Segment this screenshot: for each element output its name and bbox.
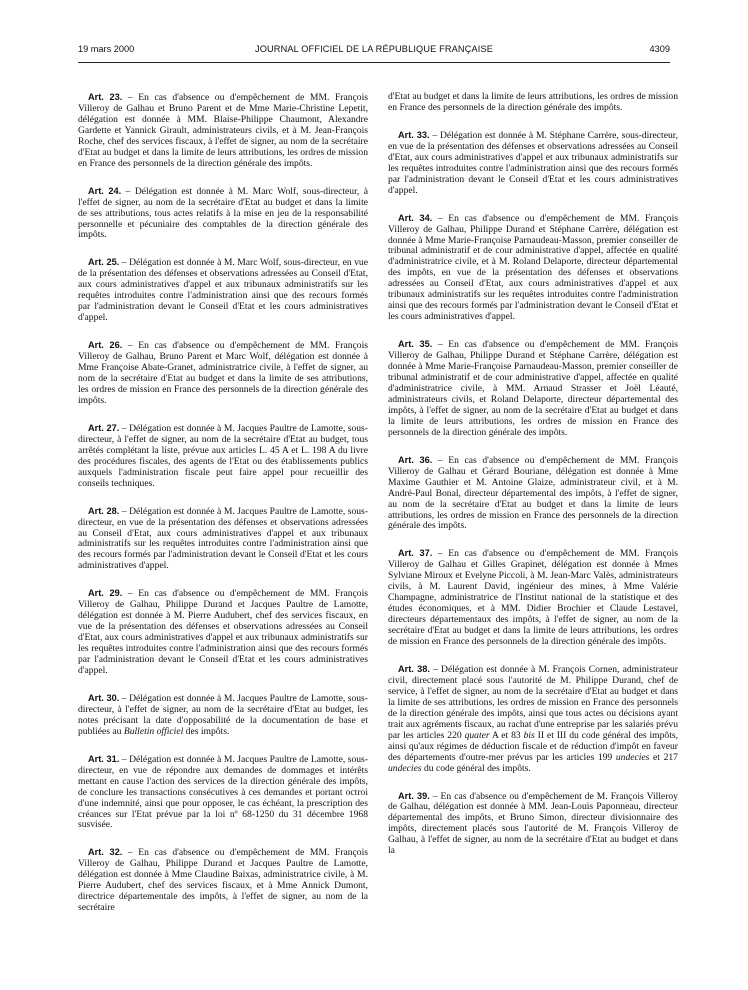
article-number: Art. 36. [398, 454, 433, 465]
article-paragraph [388, 664, 678, 775]
article-text: – Délégation est donnée à M. François Cornen, administrateur civil, directement placé sous l'autorité de M. Philippe Durand, chef de service, à l'effet de signer, au nom de la secrétaire d'Etat au budget et dans la limite de ses attributions, les ordres de mission en France des personnels de la direction générale des impôts, ainsi que tous actes ou décisions ayant trait aux agréments fiscaux, au rachat d'une entreprise par les salariés prévu par les articles 220 [388, 663, 678, 741]
article-italic-text: quater [464, 729, 490, 741]
article-text: A et 83 [489, 729, 524, 741]
article-text: – Délégation est donnée à M. Jacques Paultre de Lamotte, sous-directeur, à l'effet de signer, au nom de la secrétaire d'Etat au budget, les notes précisant la date d'opposabilité de la documentation de base et publiées au [78, 692, 368, 737]
left-column [78, 92, 368, 930]
article-text: – En cas d'absence ou d'empêchement de MM. François Villeroy de Galhau, Philippe Durand et Jacques Paultre de Lamotte, délégation est donnée à M. Pierre Audubert, chef des services fiscaux, en vue de la présentation des défenses et observations adressées au Conseil d'Etat, aux cours administratives d'appel et aux tribunaux administratifs sur les requêtes introduites contre l'administration ainsi que des recours formés par l'administration devant le Conseil d'Etat et les cours administratives d'appel. [78, 588, 368, 676]
article-number: Art. 25. [88, 257, 120, 268]
article-paragraph [388, 213, 678, 324]
article-text: des impôts. [183, 725, 230, 737]
article-text: – Délégation est donnée à M. Jacques Paultre de Lamotte, sous-directeur, en vue de répondre aux demandes de dommages et intérêts mettant en cause l'action des services de la direction générale des impôts, de conclure les transactions consécutives à ces demandes et portant octroi d'une indemnité, ainsi que pour opposer, le cas échéant, la prescription des créances sur l'Etat prévue par la loi nº 68-1250 du 31 décembre 1968 susvisée. [78, 753, 368, 831]
article-number: Art. 35. [398, 339, 433, 350]
article-italic-text: undecies [615, 751, 650, 763]
article-text: – En cas d'absence ou d'empêchement de MM. François Villeroy de Galhau, Philippe Durand et Stéphane Carrère, délégation est donnée à Mme Marie-Françoise Parnaudeau-Masson, premier conseiller de tribunal administratif et de cour administrative d'appel, affectée en qualité d'administratrice civile, et à M. Roland Delaporte, directeur départemental des impôts, en vue de la présentation des défenses et observations adressées au Conseil d'Etat, aux cours administratives d'appel et aux tribunaux administratifs sur les requêtes introduites contre l'administration ainsi que des recours formés par l'administration devant le Conseil d'Etat et les cours administratives d'appel. [388, 212, 678, 323]
article-text: – Délégation est donnée à M. Stéphane Carrère, sous-directeur, en vue de la présentation des défenses et observations adressées au Conseil d'Etat, aux cours administratives d'appel et aux tribunaux administratifs sur les requêtes introduites contre l'administration ainsi que des recours formés par l'administration devant le Conseil d'Etat et les cours administratives d'appel. [388, 129, 678, 196]
article-text: – En cas d'absence ou d'empêchement de MM. François Villeroy de Galhau et Bruno Parent et de Mme Marie-Christine Lepetit, délégation est donnée à MM. Blaise-Philippe Chaumont, Alexandre Gardette et Yannick Girault, administrateurs civils, et à M. Jean-François Roche, chef des services fiscaux, à l'effet de signer, au nom de la secrétaire d'Etat au budget et dans la limite de leurs attributions, les ordres de mission en France des personnels de la direction générale des impôts. [78, 92, 368, 169]
article-paragraph [78, 588, 368, 677]
article-number: Art. 33. [398, 129, 430, 140]
article-text: – En cas d'absence ou d'empêchement de MM. François Villeroy de Galhau, Philippe Durand et Jacques Paultre de Lamotte, délégation est donnée à Mme Claudine Baixas, administratrice civile, à M. Pierre Audubert, chef des services fiscaux, et à Mme Annick Dumont, directrice départementale des impôts, à l'effet de signer, au nom de la secrétaire [78, 847, 368, 914]
article-text: – En cas d'absence ou d'empêchement de MM. François Villeroy de Galhau, Philippe Durand et Stéphane Carrère, délégation est donnée à Mme Marie-Françoise Parnaudeau-Masson, premier conseiller de tribunal administratif et de cour administrative d'appel, affectée en qualité d'administratrice civile, à MM. Arnaud Strasser et Joël Léauté, administrateurs civils, et Roland Delaporte, directeur départemental des impôts, à l'effet de signer, au nom de la secrétaire d'Etat au budget et dans la limite de leurs attributions, les ordres de mission en France des personnels de la direction générale des impôts. [388, 339, 678, 438]
article-number: Art. 28. [88, 505, 120, 516]
article-paragraph [78, 423, 368, 490]
article-text: – En cas d'absence ou d'empêchement de M. François Villeroy de Galhau, délégation est donnée à MM. Jean-Louis Paponneau, directeur départemental des impôts, et Bruno Simon, directeur divisionnaire des impôts, directement placés sous l'autorité de M. François Villeroy de Galhau, à l'effet de signer, au nom de la secrétaire d'Etat au budget et dans la [388, 790, 678, 857]
article-number: Art. 32. [88, 847, 123, 858]
article-number: Art. 38. [398, 663, 430, 674]
article-paragraph [78, 847, 368, 914]
article-text: – Délégation est donnée à M. Jacques Paultre de Lamotte, sous-directeur, à l'effet de signer, au nom de la secrétaire d'Etat au budget, tous arrêtés complétant la liste, prévue aux articles L. 45 A et L. 198 A du livre des procédures fiscales, des agents de l'Etat ou des établissements publics auxquels l'administration fiscale peut faire appel pour recueillir des conseils techniques. [78, 422, 368, 489]
article-text: – En cas d'absence ou d'empêchement de MM. François Villeroy de Galhau et Gérard Bouriane, délégation est donnée à Mme Maxime Gauthier et M. Antoine Glaize, administrateur civil, et à M. André-Paul Bonal, directeur départemental des impôts, à l'effet de signer, au nom de la secrétaire d'Etat au budget et dans la limite de leurs attributions, les ordres de mission en France des personnels de la direction générale des impôts. [388, 454, 678, 532]
article-paragraph [388, 92, 678, 114]
article-paragraph [388, 548, 678, 648]
header-page-number: 4309 [649, 44, 670, 54]
header-rule [78, 62, 670, 63]
article-text: – Délégation est donnée à M. Jacques Paultre de Lamotte, sous-directeur, en vue de la présentation des défenses et observations adressées au Conseil d'Etat, aux cours administratives d'appel et aux tribunaux administratifs sur les requêtes introduites contre l'administration ainsi que des recours formés par l'administration devant le Conseil d'Etat et les cours administratives d'appel. [78, 505, 368, 572]
article-paragraph [78, 257, 368, 324]
article-text: d'Etat au budget et dans la limite de leurs attributions, les ordres de mission en France des personnels de la direction générale des impôts. [388, 91, 678, 113]
header-journal-title: JOURNAL OFFICIEL DE LA RÉPUBLIQUE FRANÇAISE [254, 44, 494, 54]
article-paragraph [78, 693, 368, 738]
article-italic-text: Bulletin officiel [123, 725, 184, 737]
article-italic-text: bis [523, 729, 535, 741]
article-paragraph [388, 455, 678, 533]
header-date: 19 mars 2000 [78, 44, 135, 54]
article-paragraph [388, 339, 678, 439]
article-number: Art. 39. [398, 790, 430, 801]
article-paragraph [78, 92, 368, 170]
article-number: Art. 31. [88, 753, 120, 764]
article-text: – En cas d'absence ou d'empêchement de MM. François Villeroy de Galhau et Gilles Grapinet, délégation est donnée à Mmes Sylviane Miroux et Evelyne Piccoli, à M. Jean-Marc Valès, administrateurs civils, à M. Laurent David, ingénieur des mines, à Mme Valérie Champagne, administratrice de l'Institut national de la statistique et des études économiques, et à MM. Didier Brochier et Claude Lestavel, directeurs départementaux des impôts, à l'effet de signer, au nom de la secrétaire d'Etat au budget et dans la limite de leurs attributions, les ordres de mission en France des personnels de la direction générale des impôts. [388, 548, 678, 648]
article-number: Art. 23. [88, 92, 123, 102]
article-paragraph [78, 506, 368, 573]
article-number: Art. 29. [88, 588, 123, 599]
article-text: et 217 [649, 751, 678, 763]
article-number: Art. 34. [398, 212, 433, 223]
article-text: – En cas d'absence ou d'empêchement de MM. François Villeroy de Galhau, Bruno Parent et Marc Wolf, délégation est donnée à Mme Françoise Abate-Granet, administratrice civile, à l'effet de signer, au nom de la secrétaire d'Etat au budget et dans la limite de ses attributions, les ordres de mission en France des personnels de la direction générale des impôts. [78, 340, 368, 406]
article-number: Art. 30. [88, 692, 120, 703]
article-number: Art. 27. [88, 422, 120, 433]
article-text: – Délégation est donnée à M. Marc Wolf, sous-directeur, à l'effet de signer, au nom de la secrétaire d'Etat au budget et dans la limite de ses attributions, tous actes relatifs à la mise en jeu de la responsabilité personnelle et pécuniaire des comptables de la direction générale des impôts. [78, 185, 368, 241]
article-text: du code général des impôts. [421, 762, 531, 774]
article-text: II et III du code général des impôts, ainsi qu'aux régimes de déduction fiscale et de réduction d'impôt en faveur des départements d'outre-mer prévus par les articles 199 [388, 729, 679, 763]
article-text: – Délégation est donnée à M. Marc Wolf, sous-directeur, en vue de la présentation des défenses et observations adressées au Conseil d'Etat, aux cours administratives d'appel et aux tribunaux administratifs sur les requêtes introduites contre l'administration ainsi que des recours formés par l'administration devant le Conseil d'Etat et les cours administratives d'appel. [78, 257, 368, 324]
article-paragraph [78, 340, 368, 407]
article-paragraph [388, 791, 678, 858]
right-column [388, 92, 678, 873]
article-paragraph [78, 186, 368, 242]
article-number: Art. 37. [398, 548, 433, 559]
article-number: Art. 26. [88, 340, 123, 351]
article-paragraph [388, 130, 678, 197]
article-number: Art. 24. [88, 185, 122, 196]
article-paragraph [78, 754, 368, 832]
page-header [78, 44, 670, 58]
article-italic-text: undecies [388, 762, 422, 774]
